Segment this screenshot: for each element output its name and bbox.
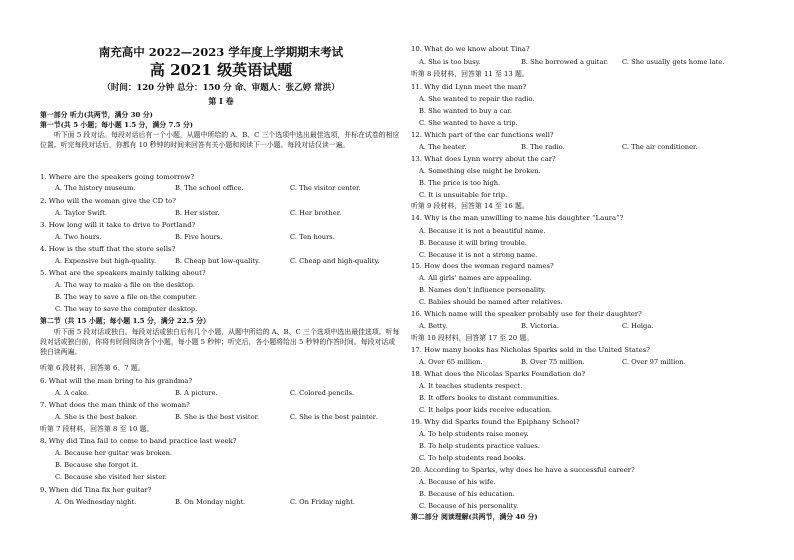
option-3c: C. Ten hours. bbox=[290, 233, 335, 241]
option-11a: A. She wanted to repair the radio. bbox=[419, 95, 535, 103]
option-5a: A. The way to make a file on the desktop. bbox=[55, 281, 196, 289]
option-18b: B. It offers books to distant communities. bbox=[419, 394, 560, 402]
option-6b: B. A picture. bbox=[175, 389, 218, 397]
note-segment-6: 听第 6 段材料，回答第 6、7 题。 bbox=[40, 364, 145, 372]
section1-heading: 第一节(共 5 小题；每小题 1.5 分，满分 7.5 分) bbox=[40, 121, 194, 129]
option-2c: C. Her brother. bbox=[290, 209, 342, 217]
exam-school-title: 南充高中 2022—2023 学年度上学期期末考试 bbox=[98, 45, 344, 59]
option-20a: A. Because of his wife. bbox=[419, 478, 496, 486]
option-12b: B. The radio. bbox=[521, 143, 565, 151]
option-4a: A. Expensive but high-quality. bbox=[55, 257, 156, 265]
option-10c: C. She usually gets home late. bbox=[622, 58, 725, 66]
question-5: 5. What are the speakers mainly talking about? bbox=[40, 269, 206, 277]
option-18a: A. It teaches students respect. bbox=[419, 382, 523, 390]
question-2: 2. Who will the woman give the CD to? bbox=[40, 197, 176, 205]
question-8: 8. Why did Tina fail to come to band practice last week? bbox=[40, 437, 237, 445]
option-14b: B. Because it will bring trouble. bbox=[419, 239, 527, 247]
part2-heading: 第二部分 阅读理解(共两节，满分 40 分) bbox=[411, 513, 538, 521]
section1-instructions: 听下面 5 段对话。每段对话后有一个小题，从题中所给的 A、B、C 三个选项中选出最佳选项，并标在试卷的相应位置。听完每段对话后，你都有 10 秒钟的时间来回答有关小题和阅读下一小题。每段对话仅读一遍。 bbox=[40, 131, 400, 149]
question-14: 14. Why is the man unwilling to name his daughter “Laura”? bbox=[411, 214, 624, 222]
option-10a: A. She is too busy. bbox=[419, 58, 481, 66]
volume-label: 第 I 卷 bbox=[208, 96, 234, 106]
question-20: 20. According to Sparks, why does he have a successful career? bbox=[411, 466, 635, 474]
option-20c: C. Because of his personality. bbox=[419, 502, 519, 510]
section2-instructions: 听下面 5 段对话或独白。每段对话或独白后有几个小题，从题中所给的 A、B、C 三个选项中选出最佳选项。听每段对话或独白前，你将有时间阅读各个小题，每小题 5 秒钟；听完后，各小题将给出 5 秒钟的作答时间。每段对话或独白读两遍。 bbox=[40, 328, 400, 356]
question-19: 19. Why did Sparks found the Epiphany School? bbox=[411, 418, 580, 426]
option-12c: C. The air conditioner. bbox=[622, 143, 698, 151]
option-10b: B. She borrowed a guitar. bbox=[521, 58, 609, 66]
option-3b: B. Five hours. bbox=[175, 233, 223, 241]
option-3a: A. Two hours. bbox=[55, 233, 102, 241]
question-13: 13. What does Lynn worry about the car? bbox=[411, 155, 556, 163]
exam-title: 高 2021 级英语试题 bbox=[149, 61, 293, 79]
option-17c: C. Over 97 million. bbox=[622, 358, 686, 366]
option-15c: C. Babies should be named after relatives. bbox=[419, 298, 563, 306]
option-5c: C. The way to save the computer desktop. bbox=[55, 305, 198, 313]
note-segment-8: 听第 8 段材料，回答第 11 至 13 题。 bbox=[411, 70, 529, 78]
question-11: 11. Why did Lynn meet the man? bbox=[411, 83, 527, 91]
question-12: 12. Which part of the car functions well? bbox=[411, 131, 554, 139]
option-8c: C. Because she visited her sister. bbox=[55, 473, 167, 481]
section2-heading: 第二节（共 15 小题；每小题 1.5 分，满分 22.5 分） bbox=[40, 317, 210, 325]
option-16c: C. Helga. bbox=[622, 322, 654, 330]
option-2b: B. Her sister. bbox=[175, 209, 220, 217]
note-segment-10: 听第 10 段材料，回答第 17 至 20 题。 bbox=[411, 334, 534, 342]
option-7c: C. She is the best painter. bbox=[290, 413, 378, 421]
option-5b: B. The way to save a file on the computer. bbox=[55, 293, 198, 301]
option-6a: A. A cake. bbox=[55, 389, 89, 397]
question-16: 16. Which name will the speaker probably use for their daughter? bbox=[411, 310, 642, 318]
option-11b: B. She wanted to buy a car. bbox=[419, 107, 512, 115]
option-13c: C. It is unsuitable for trip. bbox=[419, 191, 508, 199]
question-9: 9. When did Tina fix her guitar? bbox=[40, 486, 152, 494]
option-14a: A. Because it is not a beautiful name. bbox=[419, 227, 546, 235]
option-7a: A. She is the best baker. bbox=[55, 413, 138, 421]
option-20b: B. Because of his education. bbox=[419, 490, 515, 498]
option-19a: A. To help students raise money. bbox=[419, 430, 529, 438]
option-14c: C. Because it is not a strong name. bbox=[419, 251, 538, 259]
option-1b: B. The school office. bbox=[175, 184, 244, 192]
question-1: 1. Where are the speakers going tomorrow? bbox=[40, 173, 195, 181]
option-19b: B. To help students practice values. bbox=[419, 442, 540, 450]
option-15b: B. Names don’t influence personality. bbox=[419, 286, 546, 294]
option-13b: B. The price is too high. bbox=[419, 179, 501, 187]
question-10: 10. What do we know about Tina? bbox=[411, 45, 530, 53]
option-1a: A. The history museum. bbox=[55, 184, 136, 192]
question-18: 18. What does the Nicolas Sparks Foundation do? bbox=[411, 370, 586, 378]
exam-info: （时间：120 分钟 总分：150 分 命、审题人：张乙婷 常洪） bbox=[102, 83, 340, 93]
option-9a: A. On Wednesday night. bbox=[55, 498, 137, 506]
question-7: 7. What does the man think of the woman? bbox=[40, 401, 190, 409]
option-13a: A. Something else might be broken. bbox=[419, 167, 541, 175]
option-11c: C. She wanted to have a trip. bbox=[419, 119, 518, 127]
option-16a: A. Betty. bbox=[419, 322, 448, 330]
option-18c: C. It helps poor kids receive education. bbox=[419, 406, 552, 414]
option-6c: C. Colored pencils. bbox=[290, 389, 355, 397]
option-9c: C. On Friday night. bbox=[290, 498, 356, 506]
option-4b: B. Cheap but low-quality. bbox=[175, 257, 261, 265]
part1-heading: 第一部分 听力(共两节，满分 30 分) bbox=[40, 111, 153, 119]
option-1c: C. The visitor center. bbox=[290, 184, 361, 192]
question-6: 6. What will the man bring to his grandma? bbox=[40, 377, 193, 385]
option-8a: A. Because her guitar was broken. bbox=[55, 449, 173, 457]
question-3: 3. How long will it take to drive to Portland? bbox=[40, 221, 196, 229]
note-segment-7: 听第 7 段材料，回答第 8 至 10 题。 bbox=[40, 425, 154, 433]
question-4: 4. How is the stuff that the store sells? bbox=[40, 245, 176, 253]
option-4c: C. Cheap and high-quality. bbox=[290, 257, 380, 265]
option-17a: A. Over 65 million. bbox=[419, 358, 483, 366]
option-17b: B. Over 75 million. bbox=[521, 358, 585, 366]
option-16b: B. Victoria. bbox=[521, 322, 559, 330]
question-17: 17. How many books has Nicholas Sparks sold in the United States? bbox=[411, 346, 650, 354]
option-8b: B. Because she forgot it. bbox=[55, 461, 139, 469]
question-15: 15. How does the woman regard names? bbox=[411, 262, 554, 270]
option-7b: B. She is the best visitor. bbox=[175, 413, 260, 421]
note-segment-9: 听第 9 段材料，回答第 14 至 16 题。 bbox=[411, 202, 529, 210]
option-19c: C. To help students read books. bbox=[419, 454, 526, 462]
option-2a: A. Taylor Swift. bbox=[55, 209, 108, 217]
option-12a: A. The heater. bbox=[419, 143, 467, 151]
option-15a: A. All girls’ names are appealing. bbox=[419, 274, 532, 282]
option-9b: B. On Monday night. bbox=[175, 498, 246, 506]
